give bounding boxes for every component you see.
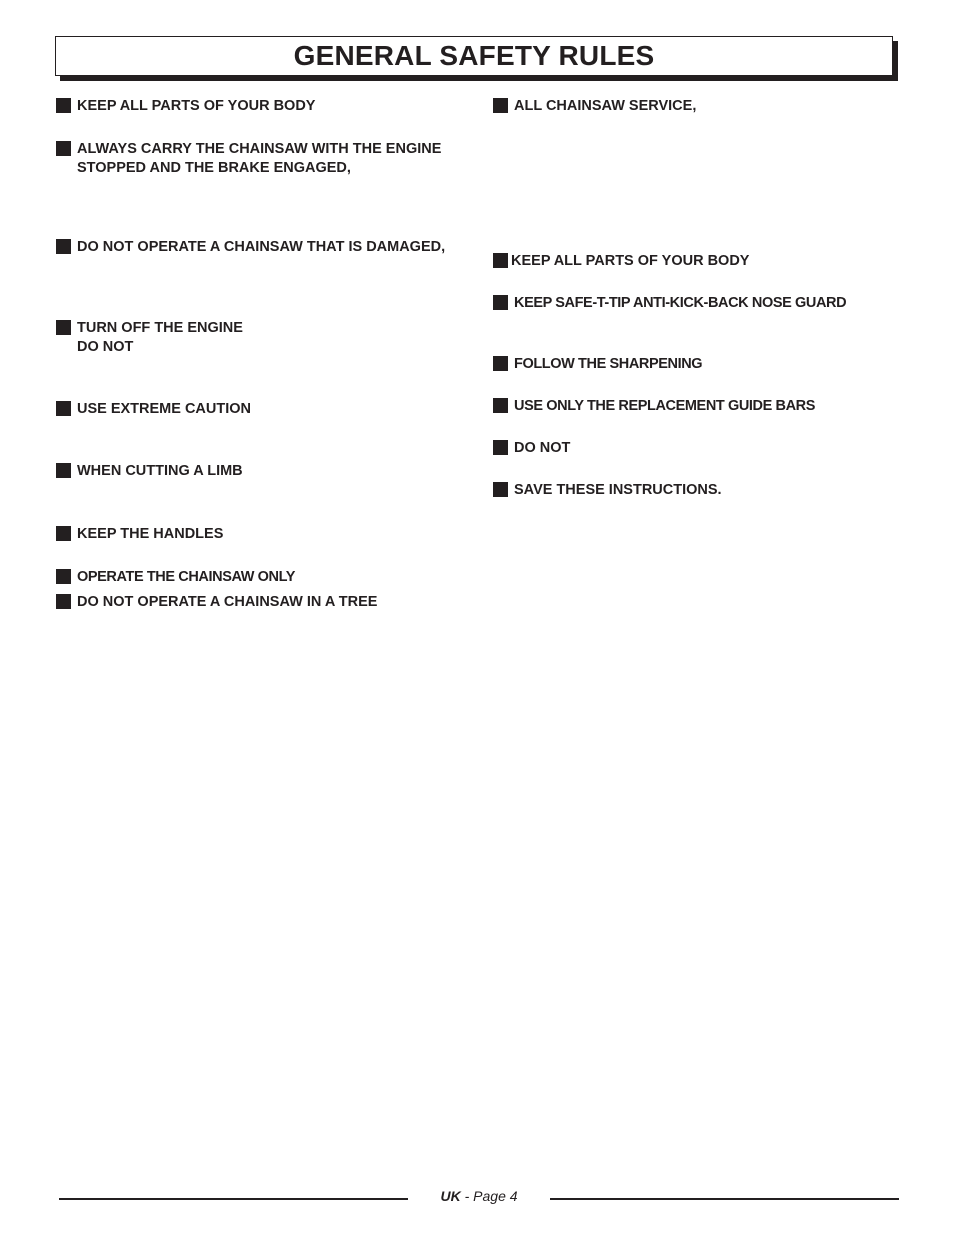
square-bullet-icon	[56, 463, 71, 478]
rule-text: USE ONLY THE REPLACEMENT GUIDE BARS	[514, 398, 816, 414]
footer-rule-left	[59, 1198, 408, 1200]
rule-item	[56, 238, 445, 257]
square-bullet-icon	[493, 440, 508, 455]
rule-text: DO NOT OPERATE A CHAINSAW THAT IS DAMAGED,	[77, 239, 446, 255]
square-bullet-icon	[56, 401, 71, 416]
rule-text: ALWAYS CARRY THE CHAINSAW WITH THE ENGINE STOPPED AND THE BRAKE ENGAGED,	[77, 141, 442, 176]
page-number	[408, 1188, 550, 1204]
rule-item	[56, 568, 295, 587]
square-bullet-icon	[493, 253, 508, 268]
rule-item	[56, 319, 243, 357]
rule-text: FOLLOW THE SHARPENING	[514, 356, 703, 372]
footer-page-label: Page 4	[473, 1188, 518, 1204]
square-bullet-icon	[493, 356, 508, 371]
page-title: GENERAL SAFETY RULES	[293, 40, 655, 71]
square-bullet-icon	[56, 526, 71, 541]
rule-item	[56, 525, 223, 544]
rule-item	[56, 462, 243, 481]
footer-separator: -	[460, 1188, 474, 1204]
square-bullet-icon	[56, 239, 71, 254]
square-bullet-icon	[493, 482, 508, 497]
rule-text: OPERATE THE CHAINSAW ONLY	[77, 569, 295, 585]
rule-item	[56, 97, 315, 116]
rule-item	[493, 481, 722, 500]
rule-item	[493, 252, 749, 271]
rule-item	[493, 397, 815, 416]
footer-rule-right	[550, 1198, 899, 1200]
square-bullet-icon	[56, 594, 71, 609]
square-bullet-icon	[56, 141, 71, 156]
rule-item	[493, 355, 702, 374]
rule-item	[56, 140, 441, 178]
rule-item	[493, 439, 570, 458]
rule-text: WHEN CUTTING A LIMB	[77, 463, 243, 479]
rule-text: KEEP SAFE-T-TIP ANTI-KICK-BACK NOSE GUARD	[514, 295, 847, 311]
rule-text: SAVE THESE INSTRUCTIONS.	[514, 482, 722, 498]
square-bullet-icon	[56, 320, 71, 335]
rule-text: USE EXTREME CAUTION	[77, 401, 252, 417]
rule-text: DO NOT	[514, 440, 571, 456]
rule-item	[493, 294, 846, 313]
rule-text: KEEP ALL PARTS OF YOUR BODY	[77, 98, 316, 114]
square-bullet-icon	[56, 98, 71, 113]
title-box	[55, 36, 893, 76]
rule-item	[56, 400, 251, 419]
rule-text: KEEP THE HANDLES	[77, 526, 224, 542]
square-bullet-icon	[493, 98, 508, 113]
rule-text: DO NOT OPERATE A CHAINSAW IN A TREE	[77, 594, 378, 610]
square-bullet-icon	[493, 295, 508, 310]
square-bullet-icon	[56, 569, 71, 584]
rule-text: ALL CHAINSAW SERVICE,	[514, 98, 697, 114]
footer-region: UK	[440, 1188, 461, 1204]
rule-item	[493, 97, 696, 116]
rule-text: TURN OFF THE ENGINE DO NOT	[77, 320, 243, 355]
square-bullet-icon	[493, 398, 508, 413]
rule-text: KEEP ALL PARTS OF YOUR BODY	[511, 253, 750, 269]
rule-item	[56, 593, 377, 612]
